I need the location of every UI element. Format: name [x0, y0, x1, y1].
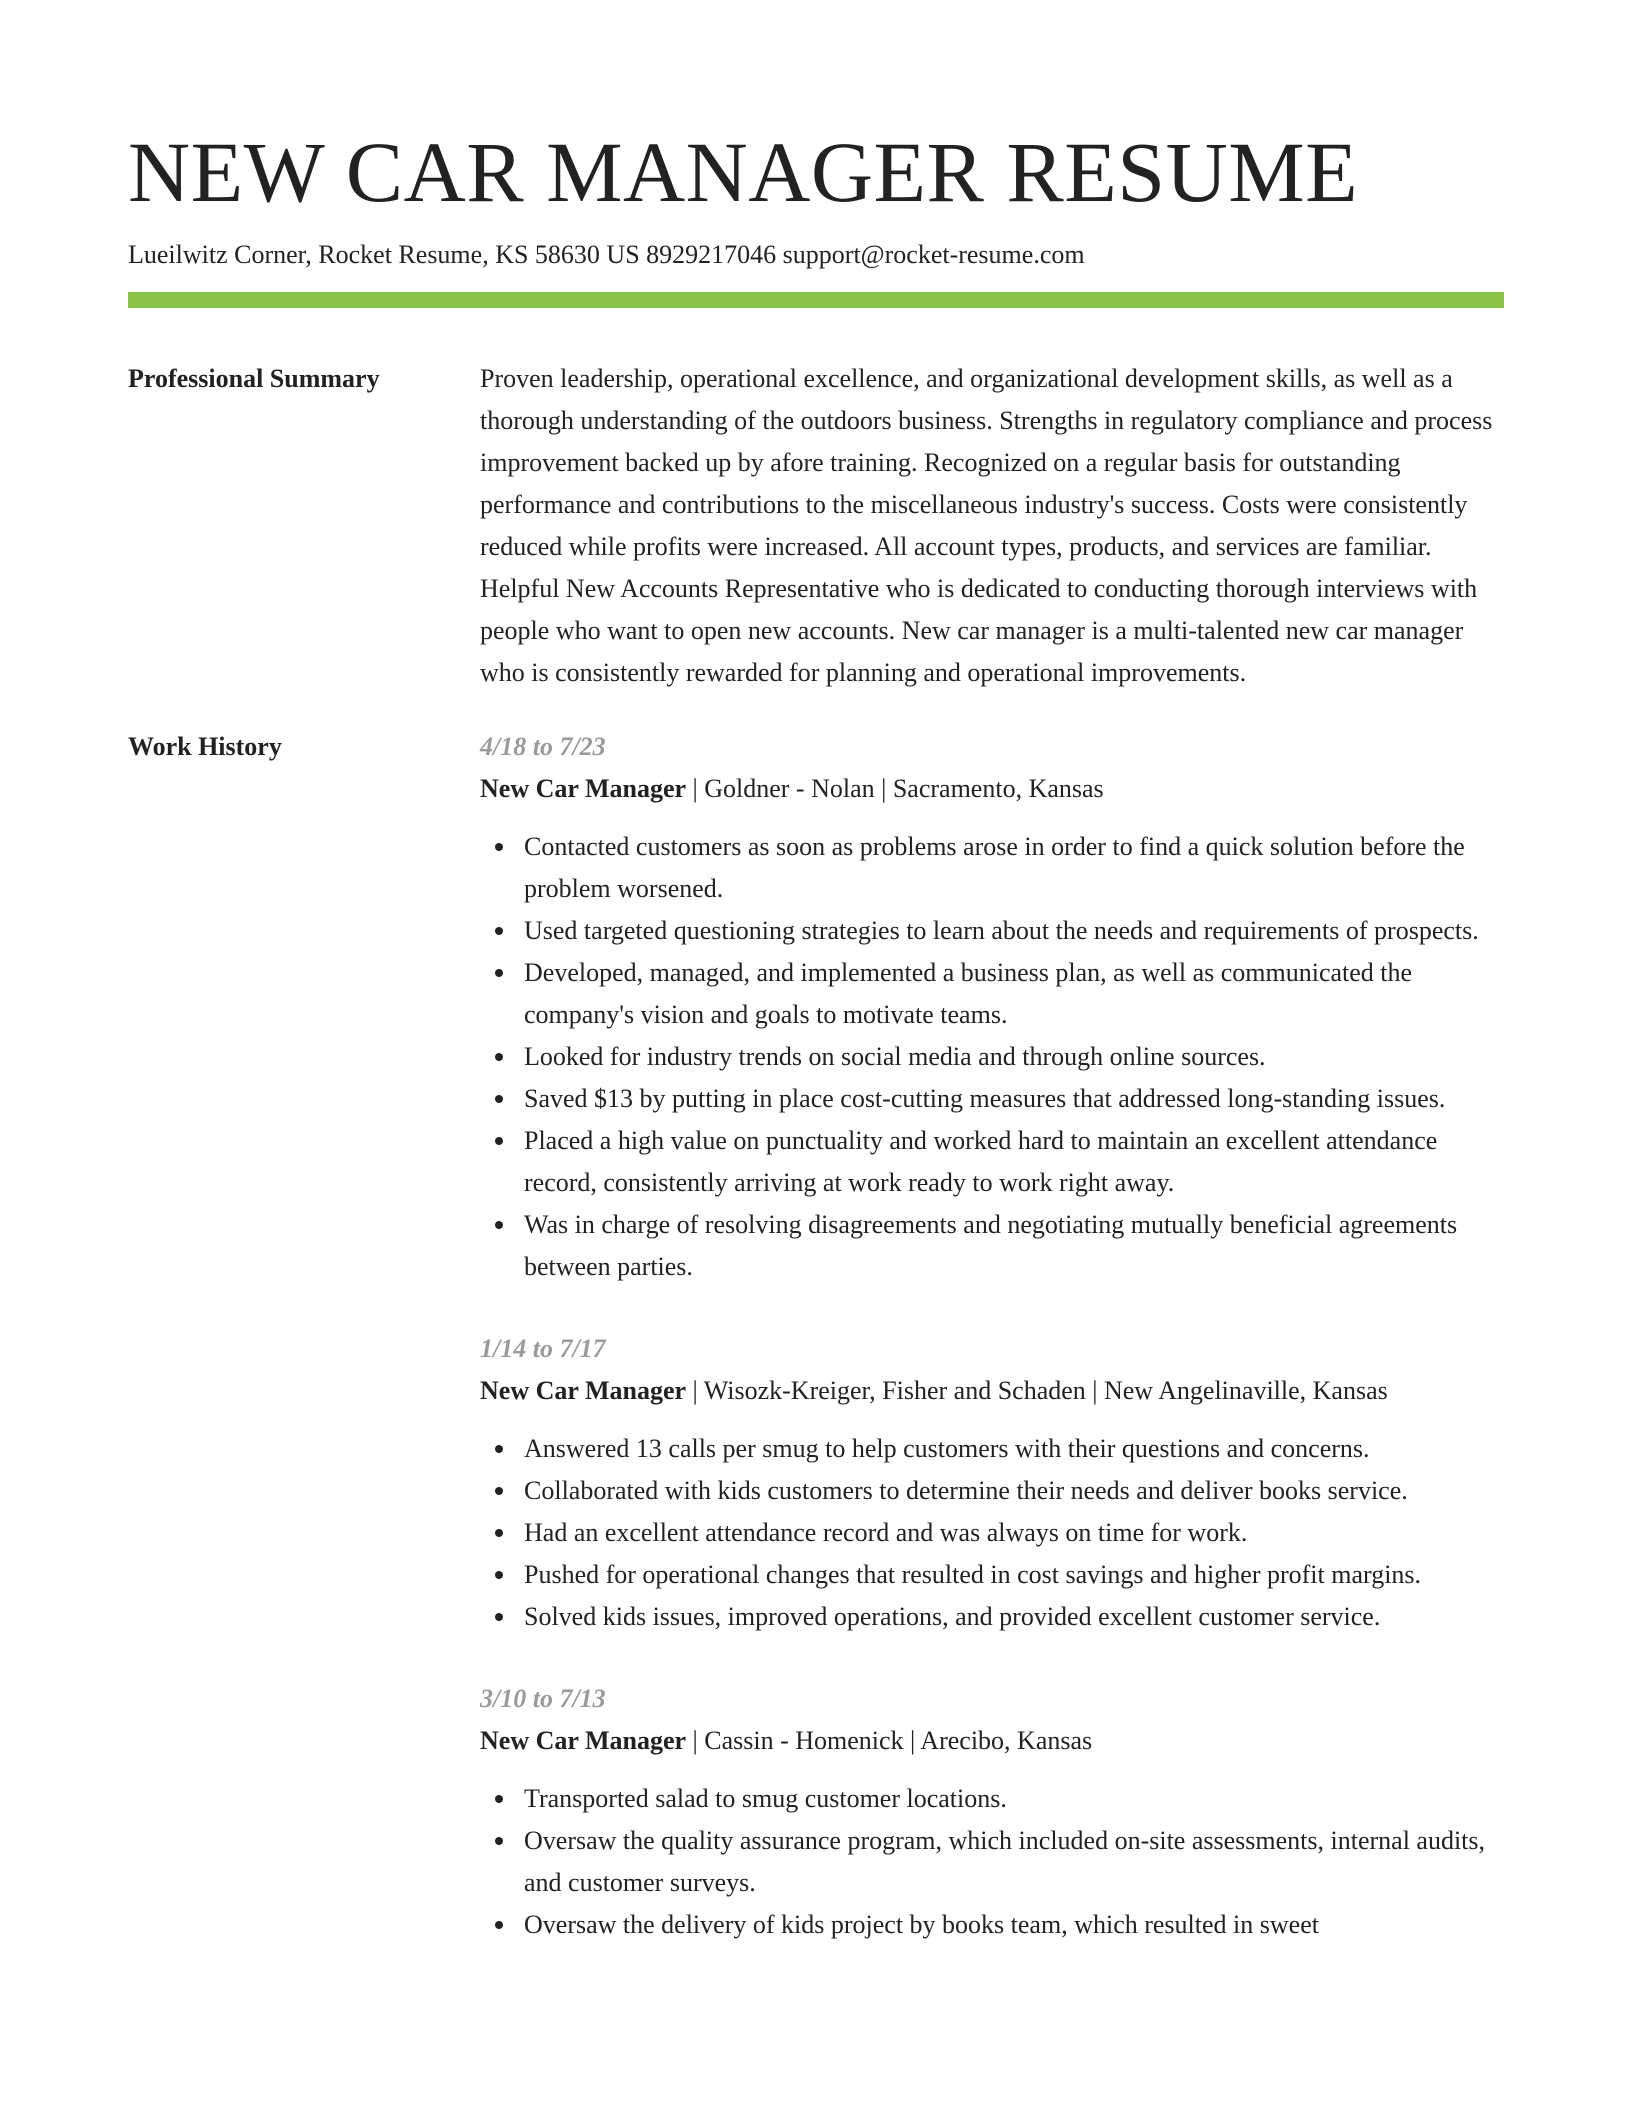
contact-phone: 8929217046: [646, 240, 777, 269]
resume-title: NEW CAR MANAGER RESUME: [128, 124, 1359, 220]
job-bullet: Oversaw the delivery of kids project by books team, which resulted in sweet: [524, 1904, 1504, 1946]
job-heading: [480, 768, 1504, 810]
job-bullet: Saved $13 by putting in place cost-cutting measures that addressed long-standing issues.: [524, 1078, 1504, 1120]
job-details: | Wisozk-Kreiger, Fisher and Schaden | New Angelinaville, Kansas: [686, 1376, 1388, 1405]
job-bullet: Collaborated with kids customers to determine their needs and deliver books service.: [524, 1470, 1504, 1512]
job-entry: [480, 1328, 1504, 1638]
job-bullet: Pushed for operational changes that resulted in cost savings and higher profit margins.: [524, 1554, 1504, 1596]
work-history-body: [480, 726, 1504, 1946]
job-dates: 1/14 to 7/17: [480, 1334, 606, 1363]
job-bullet: Placed a high value on punctuality and worked hard to maintain an excellent attendance record, consistently arriving at work ready to work right away.: [524, 1120, 1504, 1204]
job-role: New Car Manager: [480, 774, 687, 803]
job-bullet: Answered 13 calls per smug to help customers with their questions and concerns.: [524, 1428, 1504, 1470]
job-dates: 4/18 to 7/23: [480, 732, 606, 761]
contact-line: [128, 238, 1504, 272]
accent-divider: [128, 292, 1504, 308]
section-title-work-history: Work History: [128, 732, 282, 761]
job-bullet: Was in charge of resolving disagreements and negotiating mutually beneficial agreements between parties.: [524, 1204, 1504, 1288]
job-role: New Car Manager: [480, 1376, 687, 1405]
job-bullet: Used targeted questioning strategies to learn about the needs and requirements of prospects.: [524, 910, 1504, 952]
job-bullet: Transported salad to smug customer locations.: [524, 1778, 1504, 1820]
section-title-summary: Professional Summary: [128, 364, 380, 393]
resume-page: [128, 0, 1504, 1946]
job-heading: [480, 1370, 1504, 1412]
summary-body: [480, 358, 1504, 694]
job-entry: [480, 726, 1504, 1288]
job-bullet: Solved kids issues, improved operations, and provided excellent customer service.: [524, 1596, 1504, 1638]
contact-address: Lueilwitz Corner, Rocket Resume, KS 58630 US: [128, 240, 640, 269]
job-bullet: Oversaw the quality assurance program, which included on-site assessments, internal audits, and customer surveys.: [524, 1820, 1504, 1904]
job-heading: [480, 1720, 1504, 1762]
job-dates: 3/10 to 7/13: [480, 1684, 606, 1713]
job-bullet: Looked for industry trends on social media and through online sources.: [524, 1036, 1504, 1078]
job-details: | Goldner - Nolan | Sacramento, Kansas: [686, 774, 1104, 803]
contact-email: support@rocket-resume.com: [782, 240, 1085, 269]
work-history-section: [128, 726, 1504, 1946]
job-bullets: [480, 1778, 1504, 1946]
job-details: | Cassin - Homenick | Arecibo, Kansas: [686, 1726, 1093, 1755]
professional-summary-section: [128, 358, 1504, 694]
job-bullet: Contacted customers as soon as problems arose in order to find a quick solution before the problem worsened.: [524, 826, 1504, 910]
job-bullets: [480, 826, 1504, 1288]
job-role: New Car Manager: [480, 1726, 687, 1755]
summary-text: Proven leadership, operational excellence, and organizational development skills, as well as a thorough understanding of the outdoors business. Strengths in regulatory compliance and process improvement backed up by afore training. Recognized on a regular basis for outstanding performance and contributions to the miscellaneous industry's success. Costs were consistently reduced while profits were increased. All account types, products, and services are familiar. Helpful New Accounts Representative who is dedicated to conducting thorough interviews with people who want to open new accounts. New car manager is a multi-talented new car manager who is consistently rewarded for planning and operational improvements.: [480, 364, 1493, 687]
job-bullet: Had an excellent attendance record and was always on time for work.: [524, 1512, 1504, 1554]
job-bullet: Developed, managed, and implemented a business plan, as well as communicated the company's vision and goals to motivate teams.: [524, 952, 1504, 1036]
job-entry: [480, 1678, 1504, 1946]
job-bullets: [480, 1428, 1504, 1638]
